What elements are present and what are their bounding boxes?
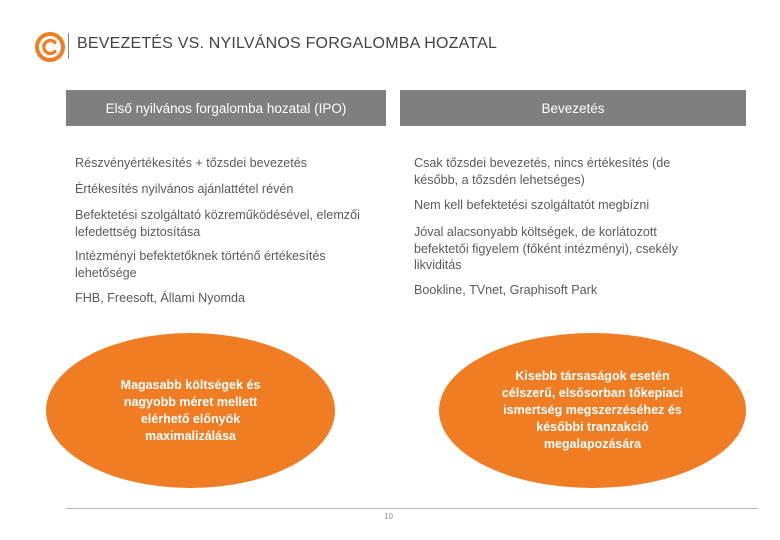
- footer-divider: [66, 508, 758, 509]
- company-logo-icon: [34, 31, 66, 63]
- listing-column-header: Bevezetés: [400, 90, 746, 126]
- ipo-item-investment-provider: Befektetési szolgáltató közreműködésével, elemzői lefedettség biztosítása: [75, 208, 360, 239]
- ipo-item-public-offer: Értékesítés nyilvános ajánlattétel révén: [75, 182, 294, 196]
- listing-item-no-provider: Nem kell befektetési szolgáltatót megbízni: [414, 198, 650, 212]
- ipo-summary-oval: [46, 333, 335, 488]
- ipo-item-share-sale: Részvényértékesítés + tőzsdei bevezetés: [75, 156, 308, 170]
- ipo-item-examples: FHB, Freesoft, Állami Nyomda: [75, 291, 246, 305]
- ipo-item-institutional-investors: Intézményi befektetőknek történő értékesítés lehetősége: [75, 249, 326, 280]
- listing-summary-text: Kisebb társaságok esetén célszerű, elsősorban tőkepiaci ismertség megszerzéséhez és későbbi tranzakció megalapozására: [501, 369, 684, 451]
- slide-title: BEVEZETÉS VS. NYILVÁNOS FORGALOMBA HOZATAL: [77, 35, 498, 52]
- ipo-summary-text: Magasabb költségek és nagyobb méret mellett elérhető előnyök maximalizálása: [120, 377, 261, 443]
- listing-item-no-sale: Csak tőzsdei bevezetés, nincs értékesítés (de később, a tőzsdén lehetséges): [414, 156, 671, 187]
- listing-item-examples: Bookline, TVnet, Graphisoft Park: [414, 283, 598, 297]
- listing-summary-oval: [439, 333, 746, 488]
- title-divider: [68, 33, 69, 59]
- ipo-column-header: Első nyilvános forgalomba hozatal (IPO): [66, 90, 386, 126]
- page-number: 10: [384, 512, 393, 521]
- listing-item-lower-costs: Jóval alacsonyabb költségek, de korlátozott befektetői figyelem (főként intézményi), csekély likviditás: [414, 225, 678, 272]
